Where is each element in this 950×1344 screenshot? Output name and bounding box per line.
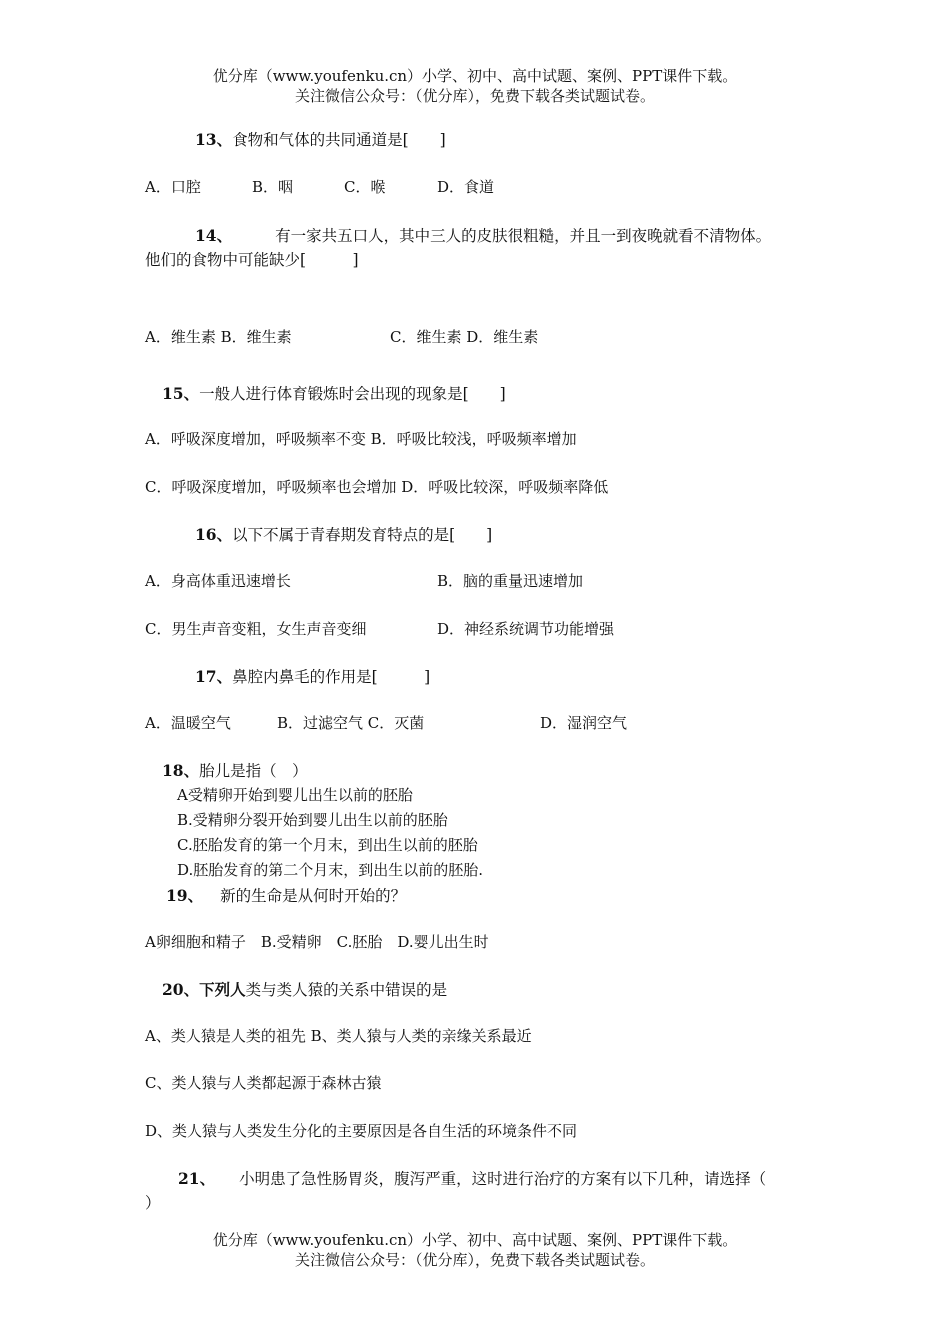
question-text: 以下不属于青春期发育特点的是[ ]: [232, 526, 493, 544]
question-14: [195, 224, 771, 246]
q20-option-d: D、类人猿与人类发生分化的主要原因是各自生活的环境条件不同: [145, 1122, 578, 1140]
q15-options-cd: C．呼吸深度增加，呼吸频率也会增加 D．呼吸比较深，呼吸频率降低: [145, 478, 609, 496]
question-14-continued: 他们的食物中可能缺少[ ]: [145, 251, 359, 269]
question-21: [178, 1167, 766, 1189]
q16-option-c: C．男生声音变粗，女生声音变细: [145, 620, 367, 638]
question-text-bold: 下列人: [199, 980, 246, 999]
q16-option-a: A．身高体重迅速增长: [145, 572, 291, 590]
q13-option-d: D．食道: [437, 178, 495, 196]
q16-option-d: D．神经系统调节功能增强: [437, 620, 615, 638]
footer-line-1: 优分库（www.youfenku.cn）小学、初中、高中试题、案例、PPT课件下载。: [212, 1231, 738, 1249]
question-text: 新的生命是从何时开始的？: [220, 887, 407, 905]
q19-options: A卵细胞和精子 B.受精卵 C.胚胎 D.婴儿出生时: [145, 933, 489, 951]
question-number: 13、: [195, 130, 233, 149]
header-line-1: 优分库（www.youfenku.cn）小学、初中、高中试题、案例、PPT课件下载。: [212, 67, 738, 85]
question-13: [195, 128, 446, 150]
q14-options-cd: C．维生素 D．维生素: [390, 328, 539, 346]
question-number: 18、: [162, 761, 200, 780]
q18-option-d: D.胚胎发育的第二个月末，到出生以前的胚胎.: [177, 861, 484, 879]
footer-line-2: 关注微信公众号：（优分库），免费下载各类试题试卷。: [294, 1251, 655, 1269]
question-text: 一般人进行体育锻炼时会出现的现象是[ ]: [199, 385, 506, 403]
question-text: 鼻腔内鼻毛的作用是[ ]: [232, 668, 431, 686]
question-15: [162, 382, 506, 404]
header-line-2: 关注微信公众号：（优分库），免费下载各类试题试卷。: [294, 87, 655, 105]
q13-option-a: A．口腔: [145, 178, 201, 196]
question-18: [162, 759, 308, 781]
q13-option-c: C．喉: [344, 178, 386, 196]
question-number: 19、: [166, 886, 204, 905]
question-number: 16、: [195, 525, 233, 544]
question-number: 17、: [195, 667, 233, 686]
question-text: 类与类人猿的关系中错误的是: [245, 981, 448, 999]
question-number: 15、: [162, 384, 200, 403]
q18-option-c: C.胚胎发育的第一个月末，到出生以前的胚胎: [177, 836, 478, 854]
q17-option-a: A．温暖空气: [145, 714, 231, 732]
q20-options-ab: A、类人猿是人类的祖先 B、类人猿与人类的亲缘关系最近: [145, 1027, 532, 1045]
q18-option-a: A受精卵开始到婴儿出生以前的胚胎: [177, 786, 413, 804]
question-19: [166, 884, 406, 906]
q20-option-c: C、类人猿与人类都起源于森林古猿: [145, 1074, 382, 1092]
question-20: [162, 978, 447, 1000]
question-text: 有一家共五口人，其中三人的皮肤很粗糙，并且一到夜晚就看不清物体。: [275, 227, 772, 245]
question-text: 胎儿是指（ ）: [199, 762, 308, 780]
q16-option-b: B．脑的重量迅速增加: [437, 572, 584, 590]
question-number: 14、: [195, 226, 233, 245]
question-number: 21、: [178, 1169, 216, 1188]
q13-option-b: B．咽: [252, 178, 294, 196]
question-17: [195, 665, 430, 687]
q15-options-ab: A．呼吸深度增加，呼吸频率不变 B．呼吸比较浅，呼吸频率增加: [145, 430, 577, 448]
question-number: 20、: [162, 980, 200, 999]
q17-options-bc: B．过滤空气 C．灭菌: [277, 714, 425, 732]
question-16: [195, 523, 492, 545]
q14-options-ab: A．维生素 B．维生素: [145, 328, 292, 346]
question-text: 食物和气体的共同通道是[ ]: [232, 131, 446, 149]
question-21-continued: ）: [145, 1194, 161, 1212]
q17-option-d: D．湿润空气: [540, 714, 628, 732]
question-text: 小明患了急性肠胃炎，腹泻严重，这时进行治疗的方案有以下几种，请选择（: [239, 1170, 767, 1188]
q18-option-b: B.受精卵分裂开始到婴儿出生以前的胚胎: [177, 811, 448, 829]
